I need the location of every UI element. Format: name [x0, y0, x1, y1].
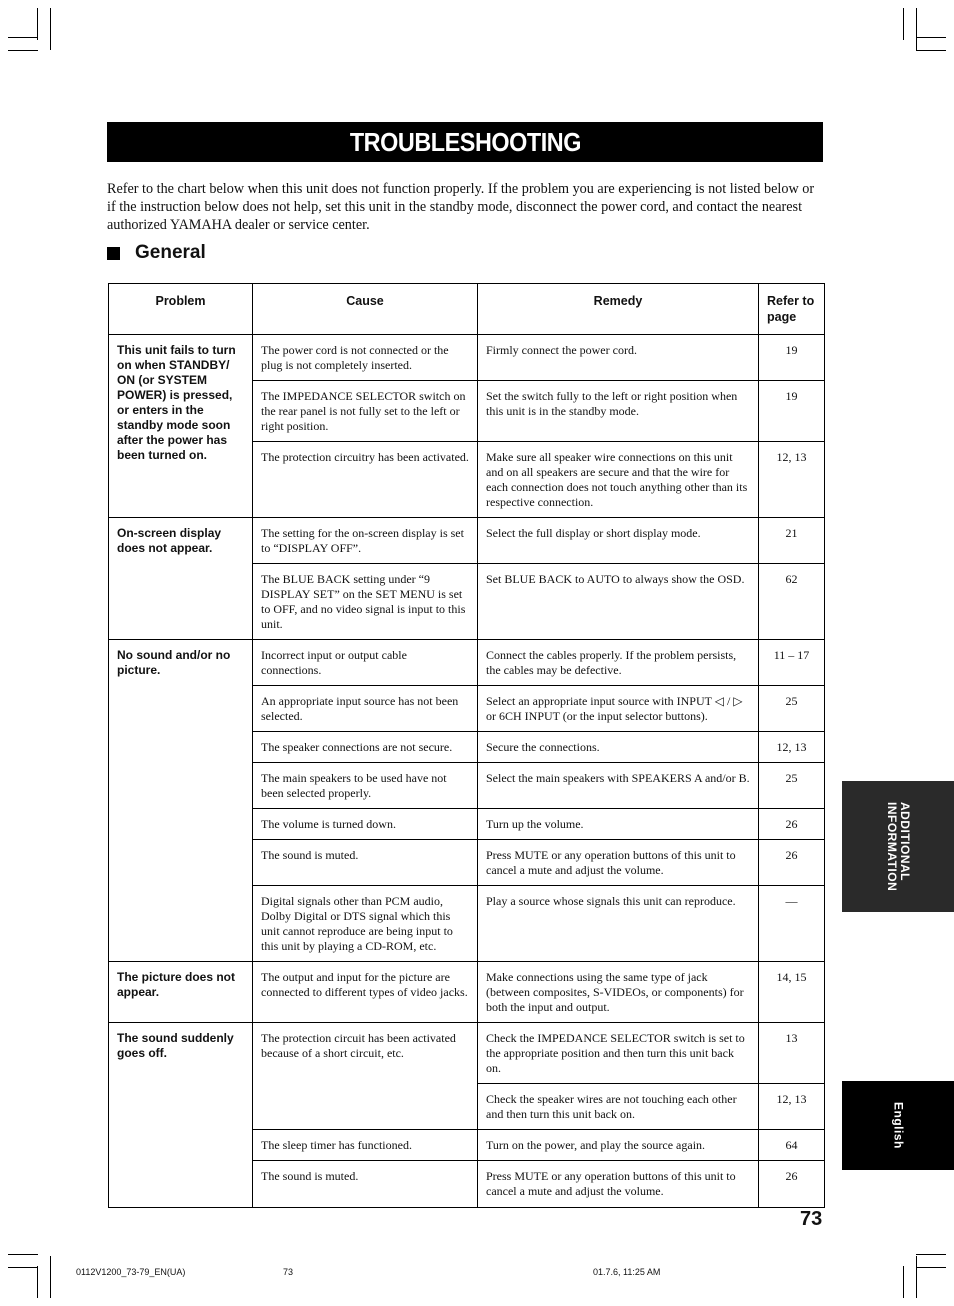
- cause-cell: The BLUE BACK setting under “9 DISPLAY SET” on the SET MENU is set to OFF, and no video signal is input to this unit.: [253, 564, 478, 640]
- cause-cell: Incorrect input or output cable connections.: [253, 640, 478, 686]
- page-ref-cell: 26: [759, 1161, 825, 1208]
- crop-mark: [916, 8, 917, 50]
- page-ref-cell: 12, 13: [759, 732, 825, 763]
- problem-cell: This unit fails to turn on when STANDBY/ ON (or SYSTEM POWER) is pressed, or enters in the standby mode soon after the power has been turned on.: [109, 335, 253, 518]
- intro-paragraph: Refer to the chart below when this unit does not function properly. If the problem you are experiencing is not listed below or if the instruction below does not help, set this unit in the standby mode, disconnect the power cord, and contact the nearest authorized YAMAHA dealer or service center.: [107, 181, 815, 233]
- page-ref-cell: 19: [759, 335, 825, 381]
- table-row: [109, 518, 825, 564]
- remedy-cell: Make connections using the same type of jack (between composites, S-VIDEOs, or components) for both the input and output.: [478, 962, 759, 1023]
- remedy-cell: Secure the connections.: [478, 732, 759, 763]
- header-remedy: Remedy: [478, 284, 759, 335]
- square-bullet-icon: [107, 247, 120, 260]
- cause-cell: The volume is turned down.: [253, 809, 478, 840]
- page-ref-cell: 12, 13: [759, 442, 825, 518]
- remedy-cell: Select an appropriate input source with INPUT ◁ / ▷ or 6CH INPUT (or the input selector buttons).: [478, 686, 759, 732]
- crop-mark: [37, 1266, 38, 1298]
- remedy-cell: Firmly connect the power cord.: [478, 335, 759, 381]
- side-tab-language-label: English: [891, 1102, 906, 1149]
- problem-cell: No sound and/or no picture.: [109, 640, 253, 962]
- table-row: [109, 640, 825, 686]
- crop-mark: [8, 50, 38, 51]
- footer-file-name: 0112V1200_73-79_EN(UA): [76, 1267, 186, 1277]
- crop-mark: [8, 1254, 38, 1255]
- cause-cell: The sleep timer has functioned.: [253, 1130, 478, 1161]
- page-ref-cell: 19: [759, 381, 825, 442]
- footer-timestamp: 01.7.6, 11:25 AM: [593, 1267, 661, 1277]
- side-tab-additional-information: [842, 781, 954, 912]
- remedy-cell: Set BLUE BACK to AUTO to always show the OSD.: [478, 564, 759, 640]
- cause-cell: The protection circuit has been activated because of a short circuit, etc.: [253, 1023, 478, 1130]
- side-tab-info-label: [885, 802, 911, 891]
- cause-cell: The sound is muted.: [253, 840, 478, 886]
- crop-mark: [903, 1266, 904, 1298]
- crop-mark: [50, 1256, 51, 1298]
- table-row: [109, 962, 825, 1023]
- cause-cell: The setting for the on-screen display is set to “DISPLAY OFF”.: [253, 518, 478, 564]
- page-ref-cell: 26: [759, 809, 825, 840]
- crop-mark: [903, 8, 904, 40]
- table-row: [109, 1023, 825, 1084]
- cause-cell: The main speakers to be used have not been selected properly.: [253, 763, 478, 809]
- remedy-cell: Set the switch fully to the left or right position when this unit is in the standby mode.: [478, 381, 759, 442]
- page-ref-cell: —: [759, 886, 825, 962]
- page-ref-cell: 64: [759, 1130, 825, 1161]
- cause-cell: The IMPEDANCE SELECTOR switch on the rear panel is not fully set to the left or right position.: [253, 381, 478, 442]
- remedy-cell: Turn on the power, and play the source again.: [478, 1130, 759, 1161]
- remedy-cell: Press MUTE or any operation buttons of this unit to cancel a mute and adjust the volume.: [478, 840, 759, 886]
- cause-cell: An appropriate input source has not been selected.: [253, 686, 478, 732]
- remedy-cell: Select the full display or short display mode.: [478, 518, 759, 564]
- footer-page: 73: [283, 1267, 294, 1277]
- troubleshooting-table: [108, 283, 825, 1208]
- table-row: [109, 335, 825, 381]
- remedy-cell: Connect the cables properly. If the problem persists, the cables may be defective.: [478, 640, 759, 686]
- crop-mark: [50, 8, 51, 50]
- page-ref-cell: 21: [759, 518, 825, 564]
- header-refer-to-page: Refer to page: [759, 284, 825, 335]
- page-ref-cell: 13: [759, 1023, 825, 1084]
- crop-mark: [916, 1254, 946, 1255]
- page-ref-cell: 62: [759, 564, 825, 640]
- page-ref-cell: 25: [759, 763, 825, 809]
- header-cause: Cause: [253, 284, 478, 335]
- side-tab-english: [842, 1081, 954, 1170]
- crop-mark: [8, 1267, 38, 1268]
- crop-mark: [8, 37, 38, 38]
- side-tab-info-line2: INFORMATION: [885, 801, 899, 892]
- remedy-cell: Make sure all speaker wire connections on this unit and on all speakers are secure and that the wire for each connection does not touch anything other than its respective connection.: [478, 442, 759, 518]
- remedy-cell: Select the main speakers with SPEAKERS A and/or B.: [478, 763, 759, 809]
- cause-cell: The power cord is not connected or the plug is not completely inserted.: [253, 335, 478, 381]
- crop-mark: [37, 8, 38, 40]
- page-title: [107, 122, 823, 162]
- remedy-cell: Play a source whose signals this unit can reproduce.: [478, 886, 759, 962]
- remedy-cell: Check the IMPEDANCE SELECTOR switch is set to the appropriate position and then turn this unit back on.: [478, 1023, 759, 1084]
- remedy-cell: Turn up the volume.: [478, 809, 759, 840]
- cause-cell: Digital signals other than PCM audio, Dolby Digital or DTS signal which this unit cannot reproduce are being input to this unit by playing a CD-ROM, etc.: [253, 886, 478, 962]
- remedy-cell: Check the speaker wires are not touching each other and then turn this unit back on.: [478, 1084, 759, 1130]
- crop-mark: [916, 50, 946, 51]
- page-ref-cell: 14, 15: [759, 962, 825, 1023]
- header-problem: Problem: [109, 284, 253, 335]
- page-number: 73: [800, 1208, 823, 1230]
- page-ref-cell: 26: [759, 840, 825, 886]
- page-title-text: TROUBLESHOOTING: [349, 127, 581, 157]
- cause-cell: The output and input for the picture are connected to different types of video jacks.: [253, 962, 478, 1023]
- side-tab-info-line1: ADDITIONAL: [898, 801, 912, 881]
- page-ref-cell: 11 – 17: [759, 640, 825, 686]
- crop-mark: [916, 1256, 917, 1298]
- page-ref-cell: 25: [759, 686, 825, 732]
- cause-cell: The speaker connections are not secure.: [253, 732, 478, 763]
- section-title: General: [135, 242, 206, 263]
- table-header-row: [109, 284, 825, 335]
- problem-cell: On-screen display does not appear.: [109, 518, 253, 640]
- cause-cell: The sound is muted.: [253, 1161, 478, 1208]
- remedy-cell: Press MUTE or any operation buttons of this unit to cancel a mute and adjust the volume.: [478, 1161, 759, 1208]
- crop-mark: [916, 37, 946, 38]
- problem-cell: The picture does not appear.: [109, 962, 253, 1023]
- problem-cell: The sound suddenly goes off.: [109, 1023, 253, 1208]
- page-ref-cell: 12, 13: [759, 1084, 825, 1130]
- cause-cell: The protection circuitry has been activated.: [253, 442, 478, 518]
- section-heading: [107, 241, 206, 265]
- crop-mark: [916, 1267, 946, 1268]
